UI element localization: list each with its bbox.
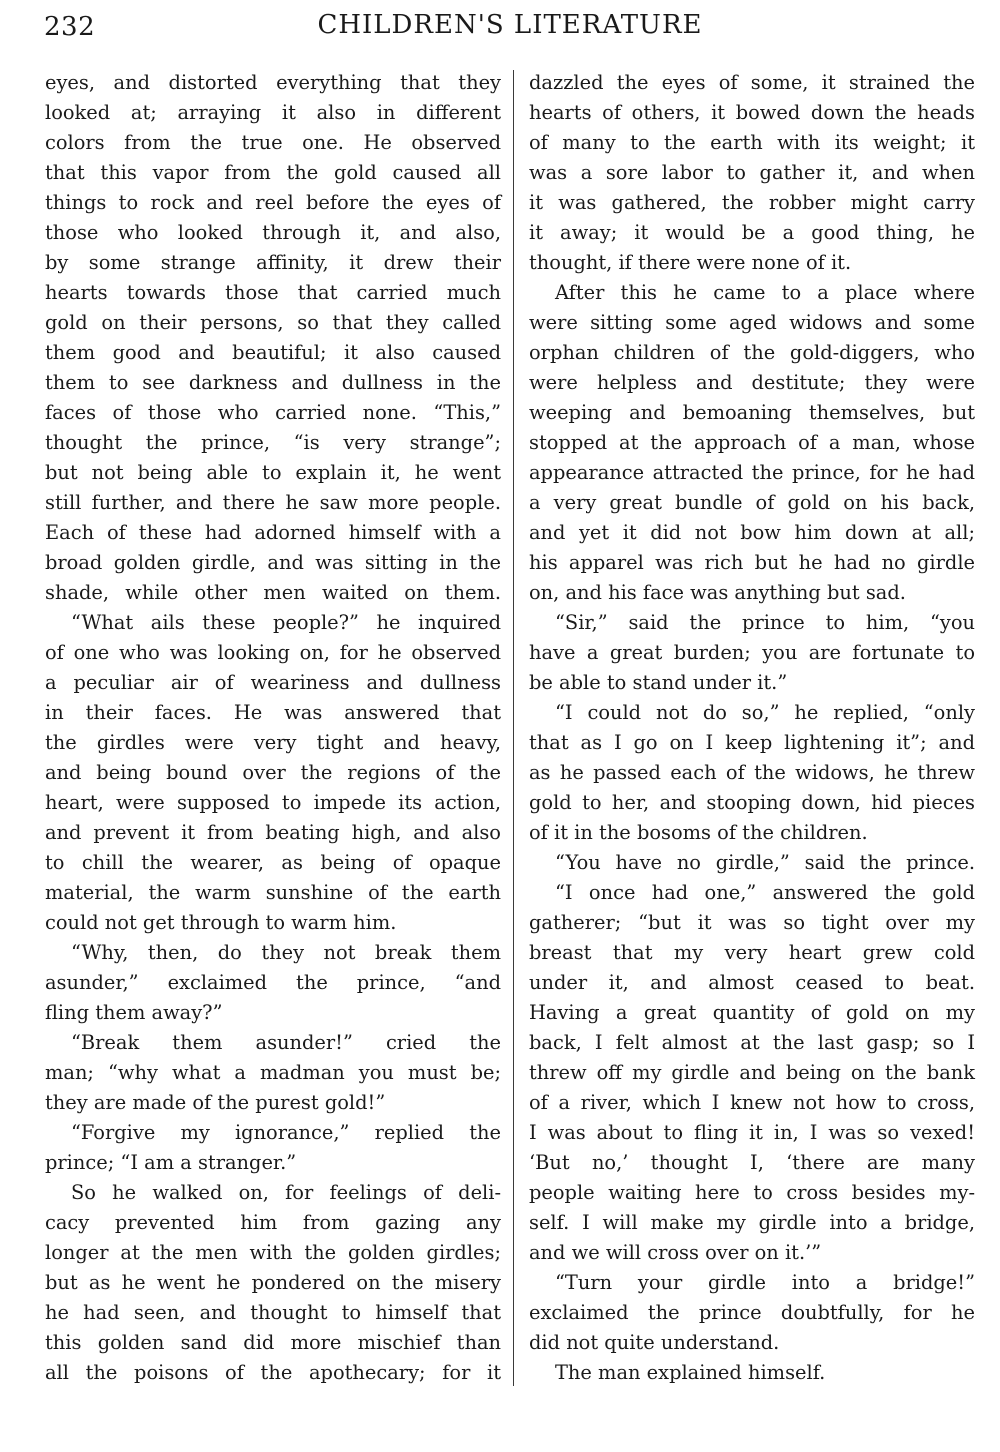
text-line: a peculiar air of weariness and dullness xyxy=(45,671,501,694)
text-column-right xyxy=(529,68,975,1388)
text-line: thought the prince, “is very strange”; xyxy=(45,431,501,454)
text-column-left xyxy=(45,68,501,1388)
text-line: did not quite understand. xyxy=(529,1331,780,1354)
text-line: I was about to fling it in, I was so vexed! xyxy=(529,1121,975,1144)
text-line: them to see darkness and dullness in the xyxy=(45,371,501,394)
text-line: “Why, then, do they not break them xyxy=(71,941,501,964)
text-line: “Turn your girdle into a bridge!” xyxy=(555,1271,975,1294)
text-line: of a river, which I knew not how to cross, xyxy=(529,1091,975,1114)
text-line: they are made of the purest gold!” xyxy=(45,1091,386,1114)
text-line: After this he came to a place where xyxy=(555,281,975,304)
text-line: that as I go on I keep lightening it”; and xyxy=(529,731,975,754)
text-line: heart, were supposed to impede its action, xyxy=(45,791,501,814)
text-line: could not get through to warm him. xyxy=(45,911,397,934)
text-line: have a great burden; you are fortunate to xyxy=(529,641,975,664)
text-line: man; “why what a madman you must be; xyxy=(45,1061,501,1084)
text-line: of it in the bosoms of the children. xyxy=(529,821,868,844)
text-line: exclaimed the prince doubtfully, for he xyxy=(529,1301,975,1324)
text-line: cacy prevented him from gazing any xyxy=(45,1211,501,1234)
text-line: orphan children of the gold-diggers, who xyxy=(529,341,975,364)
text-line: and yet it did not bow him down at all; xyxy=(529,521,975,544)
text-line: be able to stand under it.” xyxy=(529,671,788,694)
text-line: this golden sand did more mischief than xyxy=(45,1331,501,1354)
text-line: it was gathered, the robber might carry xyxy=(529,191,975,214)
text-line: people waiting here to cross besides my- xyxy=(529,1181,975,1204)
text-line: gold on their persons, so that they called xyxy=(45,311,501,334)
text-line: a very great bundle of gold on his back, xyxy=(529,491,975,514)
text-line: and being bound over the regions of the xyxy=(45,761,501,784)
text-line: of many to the earth with its weight; it xyxy=(529,131,975,154)
text-line: and we will cross over on it.’” xyxy=(529,1241,822,1264)
text-line: things to rock and reel before the eyes of xyxy=(45,191,501,214)
text-line: by some strange affinity, it drew their xyxy=(45,251,501,274)
text-line: back, I felt almost at the last gasp; so I xyxy=(529,1031,975,1054)
text-line: the girdles were very tight and heavy, xyxy=(45,731,501,754)
text-line: Having a great quantity of gold on my xyxy=(529,1001,975,1024)
text-line: them good and beautiful; it also caused xyxy=(45,341,501,364)
text-line: self. I will make my girdle into a bridge, xyxy=(529,1211,975,1234)
text-line: weeping and bemoaning themselves, but xyxy=(529,401,975,424)
text-line: fling them away?” xyxy=(45,1001,223,1024)
text-line: Each of these had adorned himself with a xyxy=(45,521,501,544)
text-line: but not being able to explain it, he went xyxy=(45,461,501,484)
text-line: “What ails these people?” he inquired xyxy=(71,611,501,634)
text-line: So he walked on, for feelings of deli- xyxy=(71,1181,501,1204)
text-line: “You have no girdle,” said the prince. xyxy=(555,851,975,874)
text-line: breast that my very heart grew cold xyxy=(529,941,975,964)
text-line: The man explained himself. xyxy=(555,1361,826,1384)
text-line: dazzled the eyes of some, it strained the xyxy=(529,71,975,94)
text-line: faces of those who carried none. “This,” xyxy=(45,401,501,424)
text-line: were sitting some aged widows and some xyxy=(529,311,975,334)
text-line: “Forgive my ignorance,” replied the xyxy=(71,1121,501,1144)
text-line: stopped at the approach of a man, whose xyxy=(529,431,975,454)
text-line: “I once had one,” answered the gold xyxy=(555,881,975,904)
text-line: under it, and almost ceased to beat. xyxy=(529,971,975,994)
text-line: appearance attracted the prince, for he had xyxy=(529,461,975,484)
text-line: he had seen, and thought to himself that xyxy=(45,1301,501,1324)
text-line: still further, and there he saw more people. xyxy=(45,491,501,514)
text-line: all the poisons of the apothecary; for it xyxy=(45,1361,501,1384)
text-line: “I could not do so,” he replied, “only xyxy=(555,701,975,724)
text-line: and prevent it from beating high, and also xyxy=(45,821,501,844)
text-line: those who looked through it, and also, xyxy=(45,221,501,244)
text-line: material, the warm sunshine of the earth xyxy=(45,881,501,904)
text-line: it away; it would be a good thing, he xyxy=(529,221,975,244)
text-line: broad golden girdle, and was sitting in the xyxy=(45,551,501,574)
text-line: eyes, and distorted everything that they xyxy=(45,71,501,94)
text-line: prince; “I am a stranger.” xyxy=(45,1151,297,1174)
text-line: colors from the true one. He observed xyxy=(45,131,501,154)
text-line: looked at; arraying it also in different xyxy=(45,101,501,124)
text-line: thought, if there were none of it. xyxy=(529,251,852,274)
text-line: that this vapor from the gold caused all xyxy=(45,161,501,184)
text-line: his apparel was rich but he had no girdle xyxy=(529,551,975,574)
text-line: threw off my girdle and being on the bank xyxy=(529,1061,975,1084)
text-line: of one who was looking on, for he observed xyxy=(45,641,501,664)
text-line: “Sir,” said the prince to him, “you xyxy=(555,611,975,634)
text-line: as he passed each of the widows, he threw xyxy=(529,761,975,784)
text-line: to chill the wearer, as being of opaque xyxy=(45,851,501,874)
text-line: in their faces. He was answered that xyxy=(45,701,501,724)
text-line: ‘But no,’ thought I, ‘there are many xyxy=(529,1151,975,1174)
text-line: but as he went he pondered on the misery xyxy=(45,1271,501,1294)
text-line: gold to her, and stooping down, hid pieces xyxy=(529,791,975,814)
text-line: longer at the men with the golden girdles; xyxy=(45,1241,501,1264)
text-line: hearts towards those that carried much xyxy=(45,281,501,304)
text-line: hearts of others, it bowed down the heads xyxy=(529,101,975,124)
text-line: were helpless and destitute; they were xyxy=(529,371,975,394)
column-divider xyxy=(513,70,514,1386)
text-line: was a sore labor to gather it, and when xyxy=(529,161,975,184)
text-line: on, and his face was anything but sad. xyxy=(529,581,906,604)
text-line: “Break them asunder!” cried the xyxy=(71,1031,501,1054)
running-title: CHILDREN'S LITERATURE xyxy=(317,10,703,40)
page-number: 232 xyxy=(44,12,96,42)
text-line: gatherer; “but it was so tight over my xyxy=(529,911,975,934)
text-line: asunder,” exclaimed the prince, “and xyxy=(45,971,501,994)
text-line: shade, while other men waited on them. xyxy=(45,581,501,604)
